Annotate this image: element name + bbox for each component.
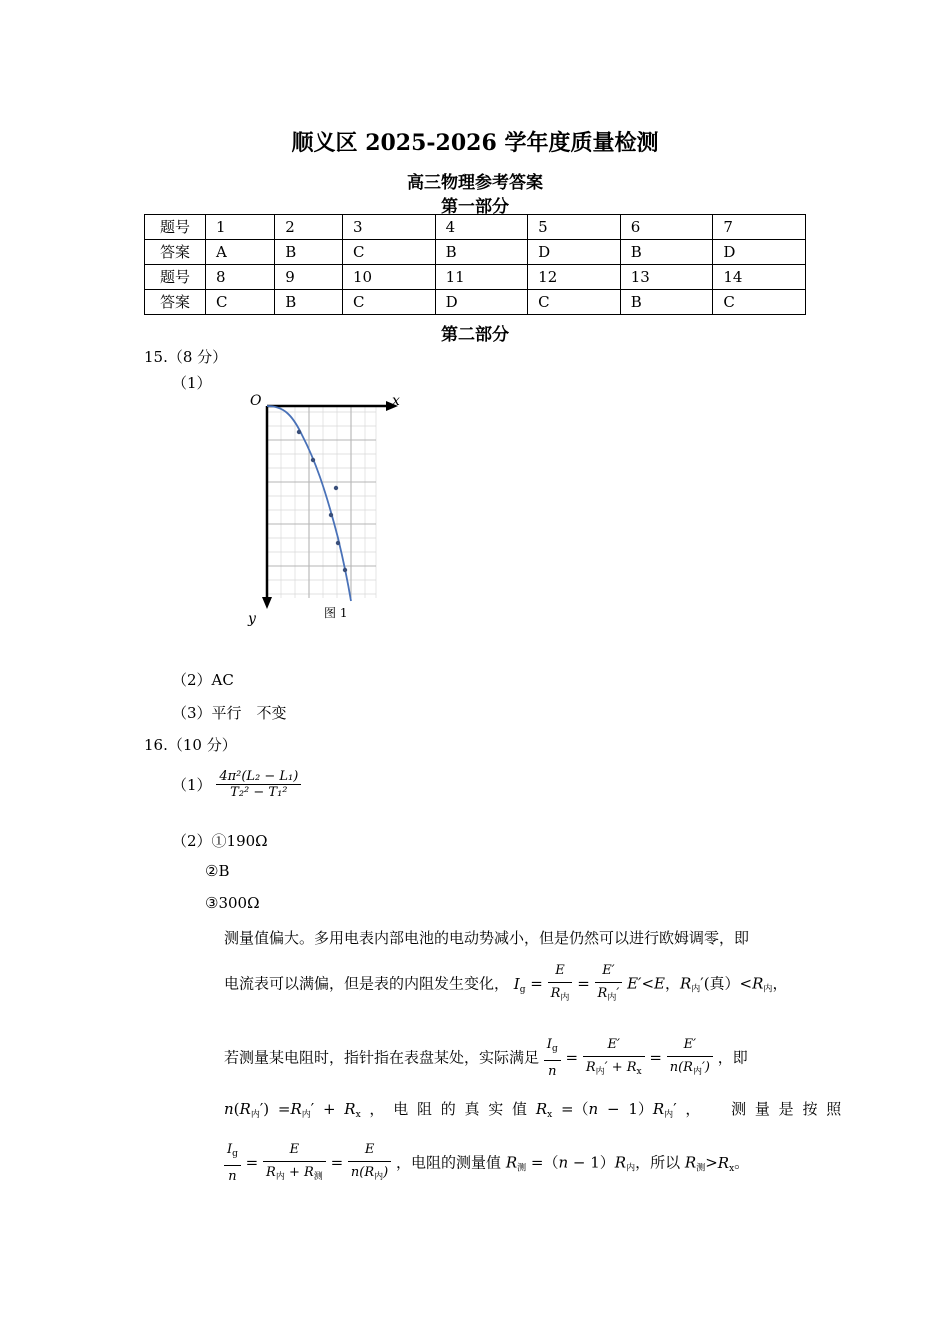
answer-cell: A [206,240,275,265]
question-number: 9 [275,265,343,290]
answer-cell: C [713,290,806,315]
q15-part1-label: （1） [172,374,212,392]
y-axis-arrow [262,597,272,609]
fraction: $\frac{E}{R_内}$ [548,960,573,1009]
table-row [145,265,806,290]
explanation-line-2: 电流表可以满偏，但是表的内阻发生变化， $I_g$ = $\frac{E}{R_内}$ = $\frac{E'}{R_内'}$ E′<E，$R_内'$(真）$<R_内$， [224,960,787,1009]
formula-denominator: T₂² − T₁² [230,785,288,800]
explanation-line-4: $n(R_内') =R_内' + R_x$ ， 电 阻 的 真 实 值 $R_x =(n - 1)R_内'$ ， 测 量 是 按 照 [224,1100,842,1120]
data-point [297,430,301,434]
question-number: 8 [206,265,275,290]
answer-cell: C [206,290,275,315]
explanation-text: 测 量 是 按 照 [731,1100,842,1118]
question-number: 7 [713,215,806,240]
q16-part2-c: ③300Ω [205,894,260,912]
row-label: 题号 [145,215,206,240]
q16-part1 [172,769,301,800]
fraction: $\frac{E'}{R_内' + R_x}$ [583,1034,645,1083]
row-label: 答案 [145,240,206,265]
subtitle: 高三物理参考答案 [407,173,543,193]
grid [267,406,376,598]
table-row [145,240,806,265]
row-label: 题号 [145,265,206,290]
page-title: 顺义区 2025-2026 学年度质量检测 [291,130,659,156]
y-axis-label: y [248,611,256,627]
pendulum-formula [216,769,301,800]
explanation-text: ，所以 [635,1153,681,1172]
answer-cell: C [528,290,621,315]
data-point [311,458,315,462]
fraction: $\frac{E}{R_内 + R_测}$ [263,1139,326,1188]
q16-part1-label: （1） [172,776,212,794]
table-row [145,290,806,315]
q16-heading: 16.（10 分） [144,736,237,754]
question-number: 5 [528,215,621,240]
explanation-text: 电流表可以满偏，但是表的内阻发生变化， [224,974,510,993]
explanation-text: 。 [734,1153,750,1172]
data-point [336,541,340,545]
question-number: 12 [528,265,621,290]
fraction: $\frac{I_g}{n}$ [224,1139,241,1188]
part2-heading: 第二部分 [441,325,509,345]
question-number: 3 [342,215,435,240]
answer-cell: B [620,290,713,315]
q15-part3: （3）平行 不变 [172,704,287,722]
data-point [343,568,347,572]
q16-part2-a: （2）①190Ω [172,832,268,850]
answer-cell: C [342,290,435,315]
fraction: $\frac{I_g}{n}$ [544,1034,561,1083]
question-number: 11 [435,265,528,290]
x-axis-label: x [392,393,400,409]
explanation-text: 电 阻 的 真 实 值 [393,1100,528,1118]
answer-cell: D [435,290,528,315]
figure-caption: 图 1 [324,606,348,620]
answer-cell: B [275,290,343,315]
answer-cell: B [275,240,343,265]
answer-table [144,214,806,315]
origin-label: O [250,393,262,409]
answer-cell: D [528,240,621,265]
explanation-text: ，电阻的测量值 [396,1153,502,1172]
q15-part2: （2）AC [172,671,234,689]
data-points [297,430,347,572]
answer-cell: D [713,240,806,265]
part1-heading: 第一部分 [441,197,509,217]
explanation-line-1: 测量值偏大。多用电表内部电池的电动势减小，但是仍然可以进行欧姆调零，即 [224,929,750,947]
question-number: 1 [206,215,275,240]
table-row [145,215,806,240]
data-point [329,513,333,517]
question-number: 13 [620,265,713,290]
question-number: 14 [713,265,806,290]
explanation-line-3: 若测量某电阻时，指针指在表盘某处，实际满足 $\frac{I_g}{n}$ = $\frac{E'}{R_内' + R_x}$ = $\frac{E'}{n(R_内')}$ ，即 [224,1034,748,1083]
answer-cell: B [620,240,713,265]
formula-numerator: 4π²(L₂ − L₁) [216,769,301,785]
explanation-line-5: $\frac{I_g}{n}$ = $\frac{E}{R_内 + R_测}$ = $\frac{E}{n(R_内)}$ ，电阻的测量值 $R_测 =(n - 1)R_内$，所以 $R_测>R_x$。 [224,1139,749,1188]
q15-heading: 15.（8 分） [144,348,228,366]
data-point [334,486,338,490]
answer-cell: B [435,240,528,265]
q16-part2-b: ②B [205,862,230,880]
trajectory-figure [240,388,410,633]
fraction: $\frac{E'}{R_内'}$ [595,960,623,1009]
question-number: 2 [275,215,343,240]
fraction: $\frac{E'}{n(R_内')}$ [667,1034,713,1083]
row-label: 答案 [145,290,206,315]
question-number: 10 [342,265,435,290]
fraction: $\frac{E}{n(R_内)}$ [348,1139,391,1188]
explanation-text: 若测量某电阻时，指针指在表盘某处，实际满足 [224,1048,540,1067]
question-number: 6 [620,215,713,240]
answer-cell: C [342,240,435,265]
question-number: 4 [435,215,528,240]
explanation-text: ，即 [717,1048,748,1067]
